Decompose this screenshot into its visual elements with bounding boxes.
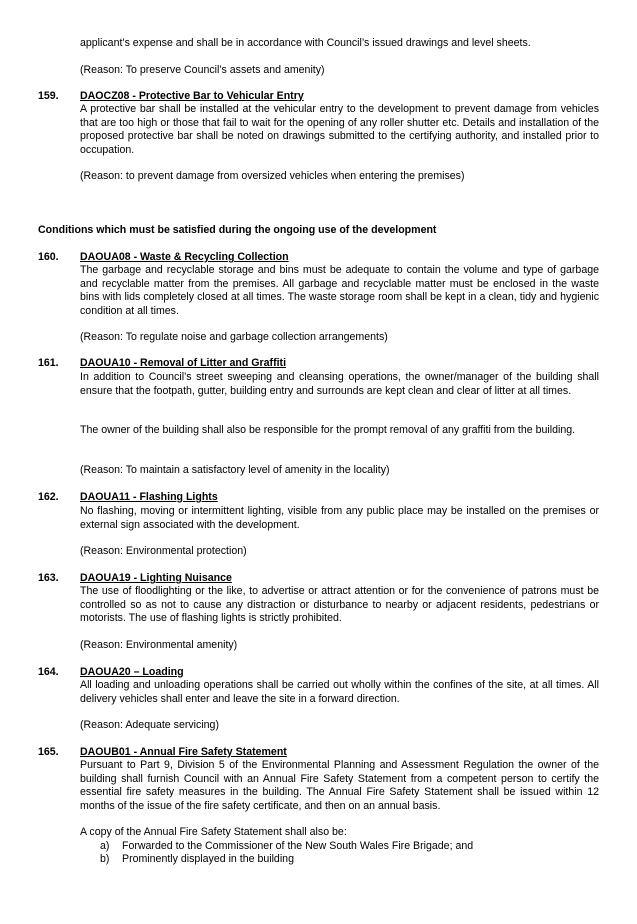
list-item <box>100 840 473 854</box>
condition-title: DAOUA10 - Removal of Litter and Graffiti <box>80 357 287 369</box>
reason-text: (Reason: Adequate servicing) <box>80 719 219 731</box>
condition-body-2: The owner of the building shall also be responsible for the prompt removal of any graffiti from the building. <box>80 424 576 436</box>
condition-body: A protective bar shall be installed at the vehicular entry to the development to prevent damage from vehicles that are too high or those that fail to wait for the opening of any roller shutter etc. Details and installation of the proposed protective bar shall be noted on drawings submitted to the certifying authority, and installed prior to occupation. <box>80 103 599 156</box>
condition-number: 159. <box>38 90 59 102</box>
reason-text: (Reason: Environmental protection) <box>80 545 247 557</box>
continuation-text: applicant’s expense and shall be in accordance with Council’s issued drawings and level sheets. <box>80 37 531 49</box>
reason-text: (Reason: To regulate noise and garbage collection arrangements) <box>80 331 388 343</box>
condition-title: DAOUA19 - Lighting Nuisance <box>80 572 232 584</box>
reason-text: (Reason: To maintain a satisfactory level of amenity in the locality) <box>80 464 390 476</box>
condition-title: DAOUA11 - Flashing Lights <box>80 491 218 503</box>
condition-body: Pursuant to Part 9, Division 5 of the Environmental Planning and Assessment Regulation the owner of the building shall furnish Council with an Annual Fire Safety Statement from a competent person to certify the essential fire safety measures in the building. The Annual Fire Safety Statement shall be issued within 12 months of the issue of the fire safety certificate, and then on an annual basis. <box>80 759 599 812</box>
list-item-text: Prominently displayed in the building <box>122 853 294 865</box>
condition-number: 162. <box>38 491 59 503</box>
condition-title: DAOUA20 – Loading <box>80 666 184 678</box>
condition-body: The garbage and recyclable storage and bins must be adequate to contain the volume and type of garbage and recyclable matter from the premises. All garbage and recyclable matter must be enclosed in the waste bins with lids completely closed at all times. The waste storage room shall be kept in a clean, tidy and hygienic condition at all times. <box>80 264 599 317</box>
list-item-label: a) <box>100 840 110 852</box>
condition-body: The use of floodlighting or the like, to advertise or attract attention or for the convenience of patrons must be controlled so as not to cause any distraction or disturbance to nearby or adjacent residents, pedestrians or motorists. The use of flashing lights is strictly prohibited. <box>80 585 599 624</box>
condition-body: In addition to Council’s street sweeping and cleansing operations, the owner/manager of the building shall ensure that the footpath, gutter, building entry and surrounds are kept clean and clear of litter at all times. <box>80 371 599 397</box>
list-item-text: Forwarded to the Commissioner of the New South Wales Fire Brigade; and <box>122 840 474 852</box>
condition-number: 165. <box>38 746 59 758</box>
condition-title: DAOUB01 - Annual Fire Safety Statement <box>80 746 287 758</box>
condition-number: 161. <box>38 357 59 369</box>
condition-body: No flashing, moving or intermittent lighting, visible from any public place may be installed on the premises or external sign associated with the development. <box>80 505 599 531</box>
section-heading: Conditions which must be satisfied during the ongoing use of the development <box>38 224 437 236</box>
list-item-label: b) <box>100 853 110 865</box>
reason-text: (Reason: to prevent damage from oversized vehicles when entering the premises) <box>80 170 465 182</box>
reason-text: (Reason: Environmental amenity) <box>80 639 238 651</box>
condition-title: DAOCZ08 - Protective Bar to Vehicular Entry <box>80 90 304 102</box>
condition-body: All loading and unloading operations shall be carried out wholly within the confines of the site, at all times. All delivery vehicles shall enter and leave the site in a forward direction. <box>80 679 599 705</box>
condition-body-2: A copy of the Annual Fire Safety Statement shall also be: <box>80 826 347 838</box>
condition-number: 164. <box>38 666 59 678</box>
condition-number: 160. <box>38 251 59 263</box>
condition-title: DAOUA08 - Waste & Recycling Collection <box>80 251 289 263</box>
reason-text: (Reason: To preserve Council’s assets and amenity) <box>80 64 325 76</box>
list-item <box>100 853 294 867</box>
condition-number: 163. <box>38 572 59 584</box>
